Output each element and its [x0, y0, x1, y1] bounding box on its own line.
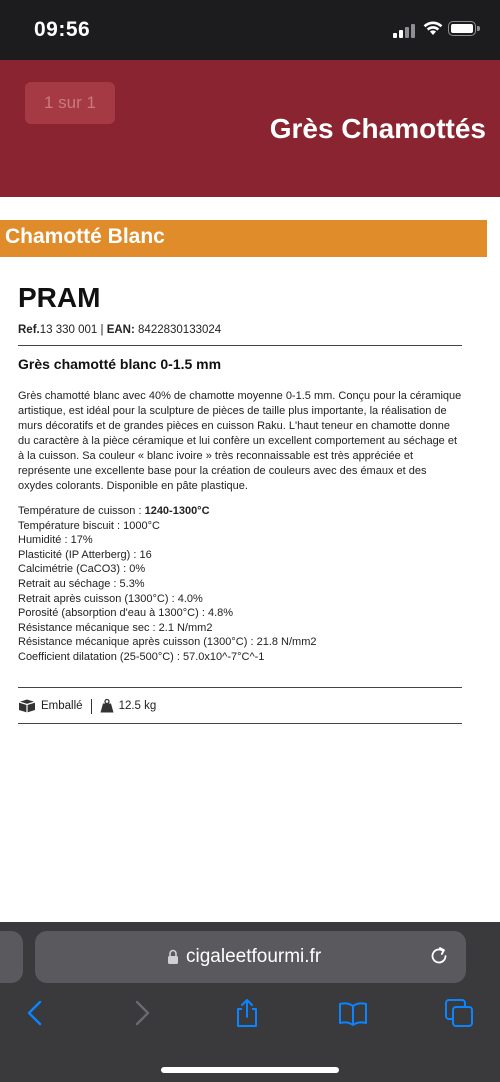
forward-chevron-icon[interactable]: [127, 998, 157, 1028]
wifi-icon: [423, 21, 443, 36]
battery-icon: [448, 21, 476, 36]
product-subtitle: Grès chamotté blanc 0-1.5 mm: [18, 356, 222, 372]
packaging-label: Emballé: [41, 700, 83, 712]
reference-line: [18, 324, 221, 336]
box-icon: [18, 699, 36, 713]
product-name: PRAM: [18, 282, 101, 313]
spec-item: Retrait après cuisson (1300°C) : 4.0%: [18, 592, 203, 605]
category-bar: [0, 220, 487, 257]
tabs-icon[interactable]: [444, 998, 474, 1028]
share-icon[interactable]: [232, 998, 262, 1028]
ref-value: 13 330 001: [39, 324, 98, 336]
product-description: Grès chamotté blanc avec 40% de chamotte moyenne 0-1.5 mm. Conçu pour la céramique artistique, est idéal pour la sculpture de pièces de taille plus importante, la réalisation de murs décoratifs et de grandes pièces en cuisson Raku. L'haut teneur en chamotte donne du caractère à la pièce céramique et lui confère un excellent comportement au séchage et à la cuisson. Sa couleur « blanc ivoire » très reconnaissable est très appréciée et représente une excellente base pour la création de couleurs avec des émaux et des oxydes colorants. Disponible en pâte plastique.: [18, 390, 462, 492]
spec-item: Porosité (absorption d'eau à 1300°C) : 4.8%: [18, 607, 234, 620]
reload-icon[interactable]: [428, 945, 450, 967]
ean-label: EAN:: [106, 324, 135, 336]
specs-list: [18, 504, 462, 665]
meta-separator: [91, 699, 92, 714]
spec-item: Température de cuisson : 1240-1300°C: [18, 505, 210, 517]
spec-item: Calcimétrie (CaCO3) : 0%: [18, 563, 146, 576]
weight-icon: [100, 699, 114, 713]
address-bar[interactable]: [35, 931, 466, 983]
status-bar: [0, 0, 500, 60]
hero-banner: [0, 60, 500, 197]
lock-icon: [167, 949, 179, 965]
hero-title: Grès Chamottés: [269, 113, 486, 144]
web-page: [0, 60, 500, 922]
ean-value: 8422830133024: [138, 324, 222, 336]
bookmarks-icon[interactable]: [338, 998, 368, 1028]
spec-item: Résistance mécanique sec : 2.1 N/mm2: [18, 621, 213, 634]
spec-item: Retrait au séchage : 5.3%: [18, 577, 145, 590]
category-title: Chamotté Blanc: [5, 225, 165, 248]
spec-item: Coefficient dilatation (25-500°C) : 57.0x10^-7°C^-1: [18, 650, 265, 663]
divider: [18, 723, 462, 724]
pager-badge[interactable]: 1 sur 1: [25, 82, 115, 124]
divider: [18, 345, 462, 346]
url-text: cigaleetfourmi.fr: [186, 946, 322, 967]
weight-value: 12.5 kg: [118, 700, 157, 712]
spec-item: Température biscuit : 1000°C: [18, 519, 160, 532]
status-time: 09:56: [34, 18, 91, 41]
spec-item: Humidité : 17%: [18, 534, 93, 547]
divider: [18, 687, 462, 688]
home-indicator: [161, 1067, 339, 1073]
back-chevron-icon[interactable]: [20, 998, 50, 1028]
spec-item: Plasticité (IP Atterberg) : 16: [18, 548, 152, 561]
spec-item: Résistance mécanique après cuisson (1300°C) : 21.8 N/mm2: [18, 636, 317, 649]
previous-tab[interactable]: [0, 931, 23, 983]
browser-toolbar: [0, 922, 500, 1082]
cellular-signal-icon: [393, 22, 419, 38]
packaging-row: [18, 696, 156, 716]
ref-label: Ref.: [18, 324, 40, 336]
ref-separator: |: [100, 324, 104, 336]
